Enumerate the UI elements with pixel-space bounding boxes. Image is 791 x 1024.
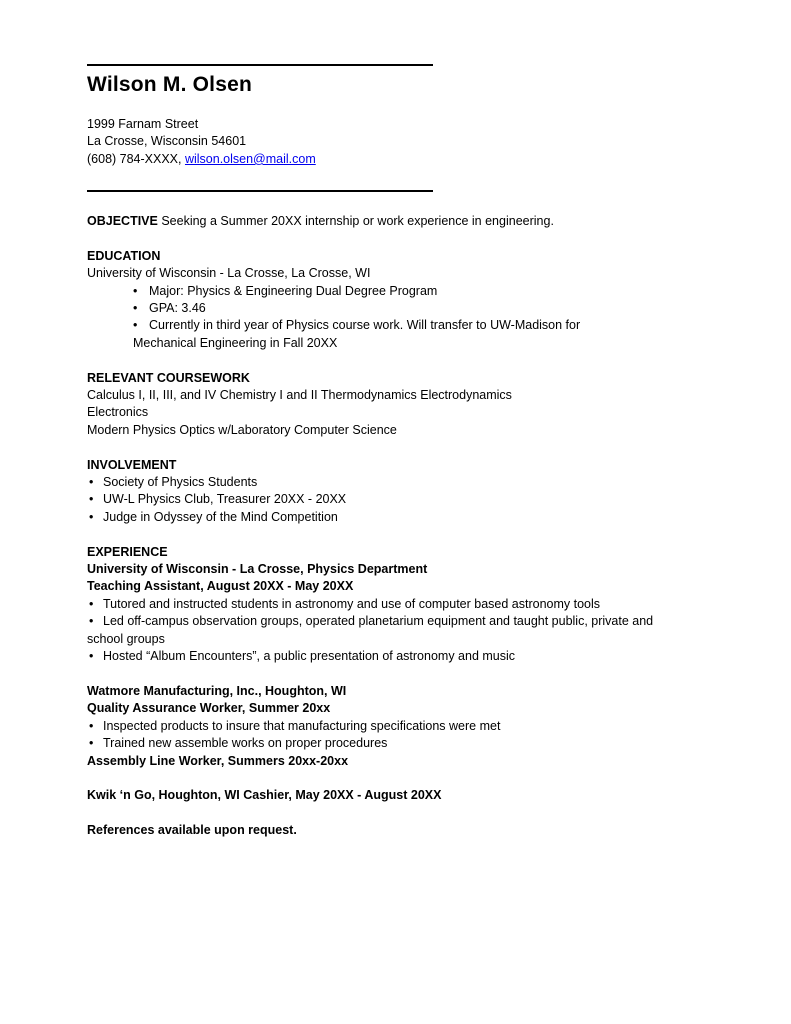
bullet-glyph: • (133, 301, 138, 316)
involvement-item: • UW-L Physics Club, Treasurer 20XX - 20XX (87, 491, 727, 508)
education-item: • GPA: 3.46 (87, 300, 727, 317)
coursework-line: Modern Physics Optics w/Laboratory Computer Science (87, 422, 397, 437)
job-duty: • Tutored and instructed students in astronomy and use of computer based astronomy tools (87, 596, 727, 613)
involvement-heading: INVOLVEMENT (87, 457, 177, 472)
education-item: • Currently in third year of Physics course work. Will transfer to UW-Madison for (87, 317, 727, 334)
candidate-name: Wilson M. Olsen (87, 73, 252, 96)
experience-heading: EXPERIENCE (87, 544, 168, 559)
bullet-glyph: • (89, 596, 94, 611)
address-line-2: La Crosse, Wisconsin 54601 (87, 134, 247, 149)
bullet-glyph: • (89, 614, 94, 629)
bullet-glyph: • (89, 492, 94, 507)
email-link[interactable]: wilson.olsen@mail.com (184, 151, 316, 166)
bullet-glyph: • (89, 736, 94, 751)
education-school: University of Wisconsin - La Crosse, La Crosse, WI (87, 266, 371, 281)
education-item: • Major: Physics & Engineering Dual Degree Program (87, 283, 727, 300)
objective-line (87, 213, 727, 230)
job-duty: • Inspected products to insure that manufacturing specifications were met (87, 718, 727, 735)
address-line-1: 1999 Farnam Street (87, 117, 199, 131)
job-duty: • Led off-campus observation groups, operated planetarium equipment and taught public, private and (87, 613, 727, 630)
job-title: Teaching Assistant, August 20XX - May 20XX (87, 579, 354, 594)
education-heading: EDUCATION (87, 248, 161, 263)
bullet-glyph: • (89, 718, 94, 733)
coursework-line: Calculus I, II, III, and IV Chemistry I and II Thermodynamics Electrodynamics (87, 388, 512, 403)
job-summary-line: Kwik ‘n Go, Houghton, WI Cashier, May 20XX - August 20XX (87, 788, 442, 803)
coursework-line: Electronics (87, 405, 149, 420)
job-duty: • Trained new assemble works on proper procedures (87, 735, 727, 752)
references-line: References available upon request. (87, 823, 297, 838)
involvement-item: • Judge in Odyssey of the Mind Competition (87, 509, 727, 526)
job-title: Quality Assurance Worker, Summer 20xx (87, 701, 331, 716)
phone-email-line (87, 151, 316, 168)
job-organization: University of Wisconsin - La Crosse, Physics Department (87, 562, 428, 577)
header-divider (87, 190, 433, 192)
objective-label: OBJECTIVE (87, 214, 158, 228)
bullet-glyph: • (89, 649, 94, 664)
involvement-item: • Society of Physics Students (87, 474, 727, 491)
bullet-glyph: • (89, 475, 94, 490)
coursework-heading: RELEVANT COURSEWORK (87, 370, 250, 385)
contact-block (87, 116, 316, 168)
resume-body (87, 213, 727, 840)
job-title: Assembly Line Worker, Summers 20xx-20xx (87, 753, 349, 768)
phone-number: (608) 784-XXXX, (87, 151, 185, 166)
job-duty: • Hosted “Album Encounters”, a public presentation of astronomy and music (87, 648, 727, 665)
objective-text: Seeking a Summer 20XX internship or work experience in engineering. (157, 214, 554, 228)
bullet-glyph: • (133, 318, 138, 333)
job-organization: Watmore Manufacturing, Inc., Houghton, WI (87, 683, 347, 698)
top-divider (87, 64, 433, 66)
education-item-continuation: Mechanical Engineering in Fall 20XX (133, 335, 338, 350)
bullet-glyph: • (89, 509, 94, 524)
bullet-glyph: • (133, 283, 138, 298)
job-duty-continuation: school groups (87, 631, 165, 646)
